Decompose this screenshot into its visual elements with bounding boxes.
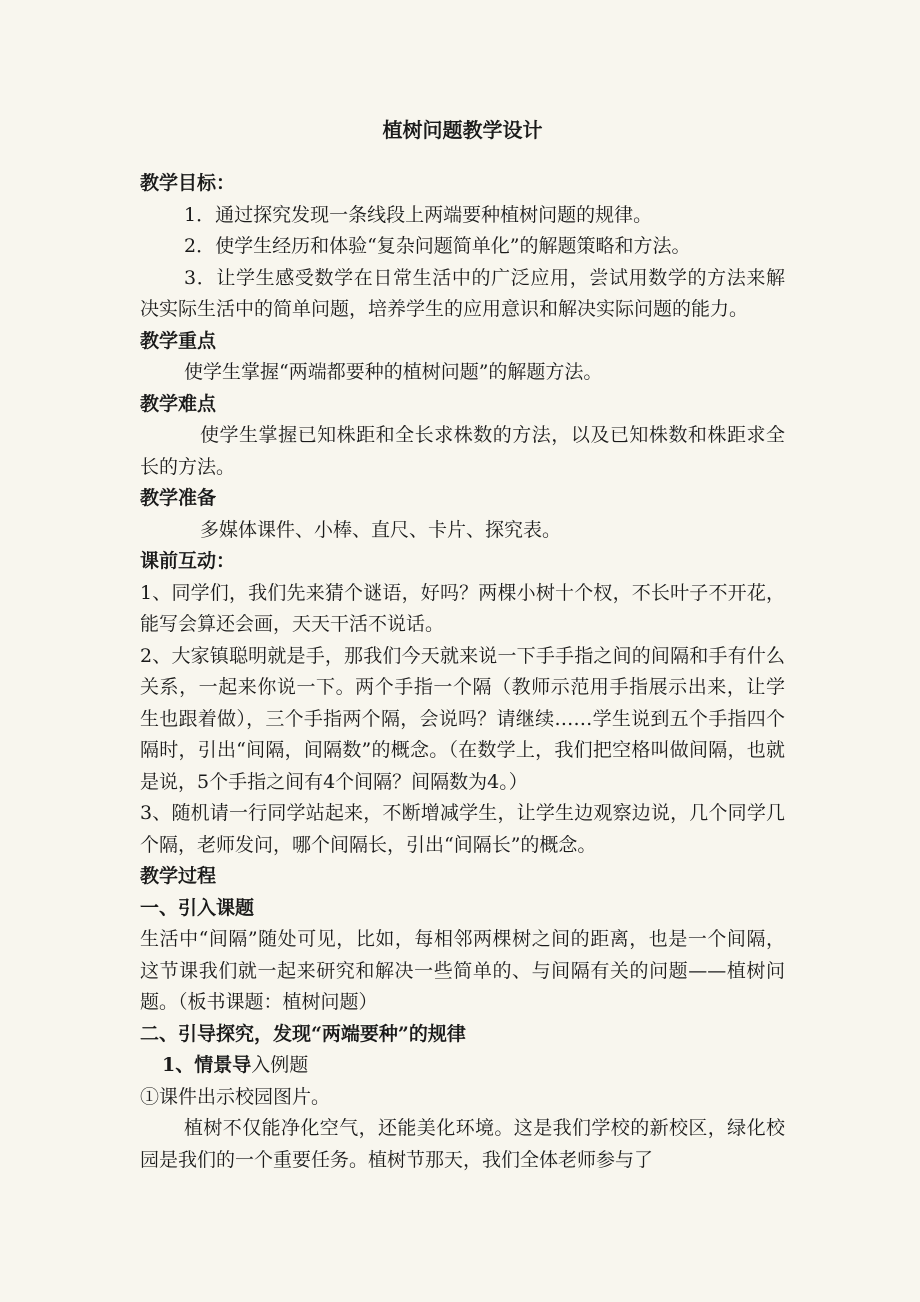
part2-heading: 二、引导探究，发现“两端要种”的规律 bbox=[140, 1022, 466, 1045]
difficulty-heading: 教学难点 bbox=[140, 392, 217, 415]
key-heading: 教学重点 bbox=[140, 329, 217, 352]
document-body bbox=[140, 168, 785, 1176]
objective-2: 2．使学生经历和体验“复杂问题简单化”的解题策略和方法。 bbox=[184, 235, 691, 257]
part1-heading: 一、引入课题 bbox=[140, 896, 255, 919]
warmup-heading: 课前互动： bbox=[140, 550, 236, 572]
process-heading: 教学过程 bbox=[140, 865, 217, 887]
prep-text: 多媒体课件、小棒、直尺、卡片、探究表。 bbox=[200, 518, 562, 541]
step1-item: ①课件出示校园图片。 bbox=[140, 1085, 331, 1108]
step1-text: 植树不仅能净化空气，还能美化环境。这是我们学校的新校区，绿化校园是我们的一个重要任务。植树节那天，我们全体老师参与了 bbox=[140, 1117, 785, 1171]
objectives-heading: 教学目标： bbox=[140, 172, 236, 194]
difficulty-text: 使学生掌握已知株距和全长求株数的方法，以及已知株数和株距求全长的方法。 bbox=[140, 424, 785, 478]
objective-3: 3．让学生感受数学在日常生活中的广泛应用，尝试用数学的方法来解决实际生活中的简单问题，培养学生的应用意识和解决实际问题的能力。 bbox=[140, 266, 785, 320]
step1-heading bbox=[140, 1050, 785, 1082]
step1-bold: 1、情景导 bbox=[162, 1054, 252, 1076]
prep-heading: 教学准备 bbox=[140, 487, 217, 509]
warmup-item-2: 2、大家镇聪明就是手，那我们今天就来说一下手手指之间的间隔和手有什么关系，一起来你说一下。两个手指一个隔（教师示范用手指展示出来，让学生也跟着做），三个手指两个隔，会说吗？请继续……学生说到五个手指四个隔时，引出“间隔，间隔数”的概念。（在数学上，我们把空格叫做间隔，也就是说，5个手指之间有4个间隔？间隔数为4。） bbox=[140, 644, 785, 793]
objective-1: 1．通过探究发现一条线段上两端要种植树问题的规律。 bbox=[184, 203, 653, 226]
part1-text: 生活中“间隔”随处可见，比如，每相邻两棵树之间的距离，也是一个间隔，这节课我们就一起来研究和解决一些简单的、与间隔有关的问题——植树问题。（板书课题：植树问题） bbox=[140, 928, 785, 1013]
warmup-item-1: 1、同学们，我们先来猜个谜语，好吗？两棵小树十个杈，不长叶子不开花，能写会算还会画，天天干活不说话。 bbox=[140, 581, 785, 635]
key-text: 使学生掌握“两端都要种的植树问题”的解题方法。 bbox=[184, 361, 603, 383]
step1-rest: 入例题 bbox=[251, 1054, 309, 1076]
document-title: 植树问题教学设计 bbox=[382, 118, 543, 142]
warmup-item-3: 3、随机请一行同学站起来，不断增减学生，让学生边观察边说，几个同学几个隔，老师发问，哪个间隔长，引出“间隔长”的概念。 bbox=[140, 802, 785, 856]
